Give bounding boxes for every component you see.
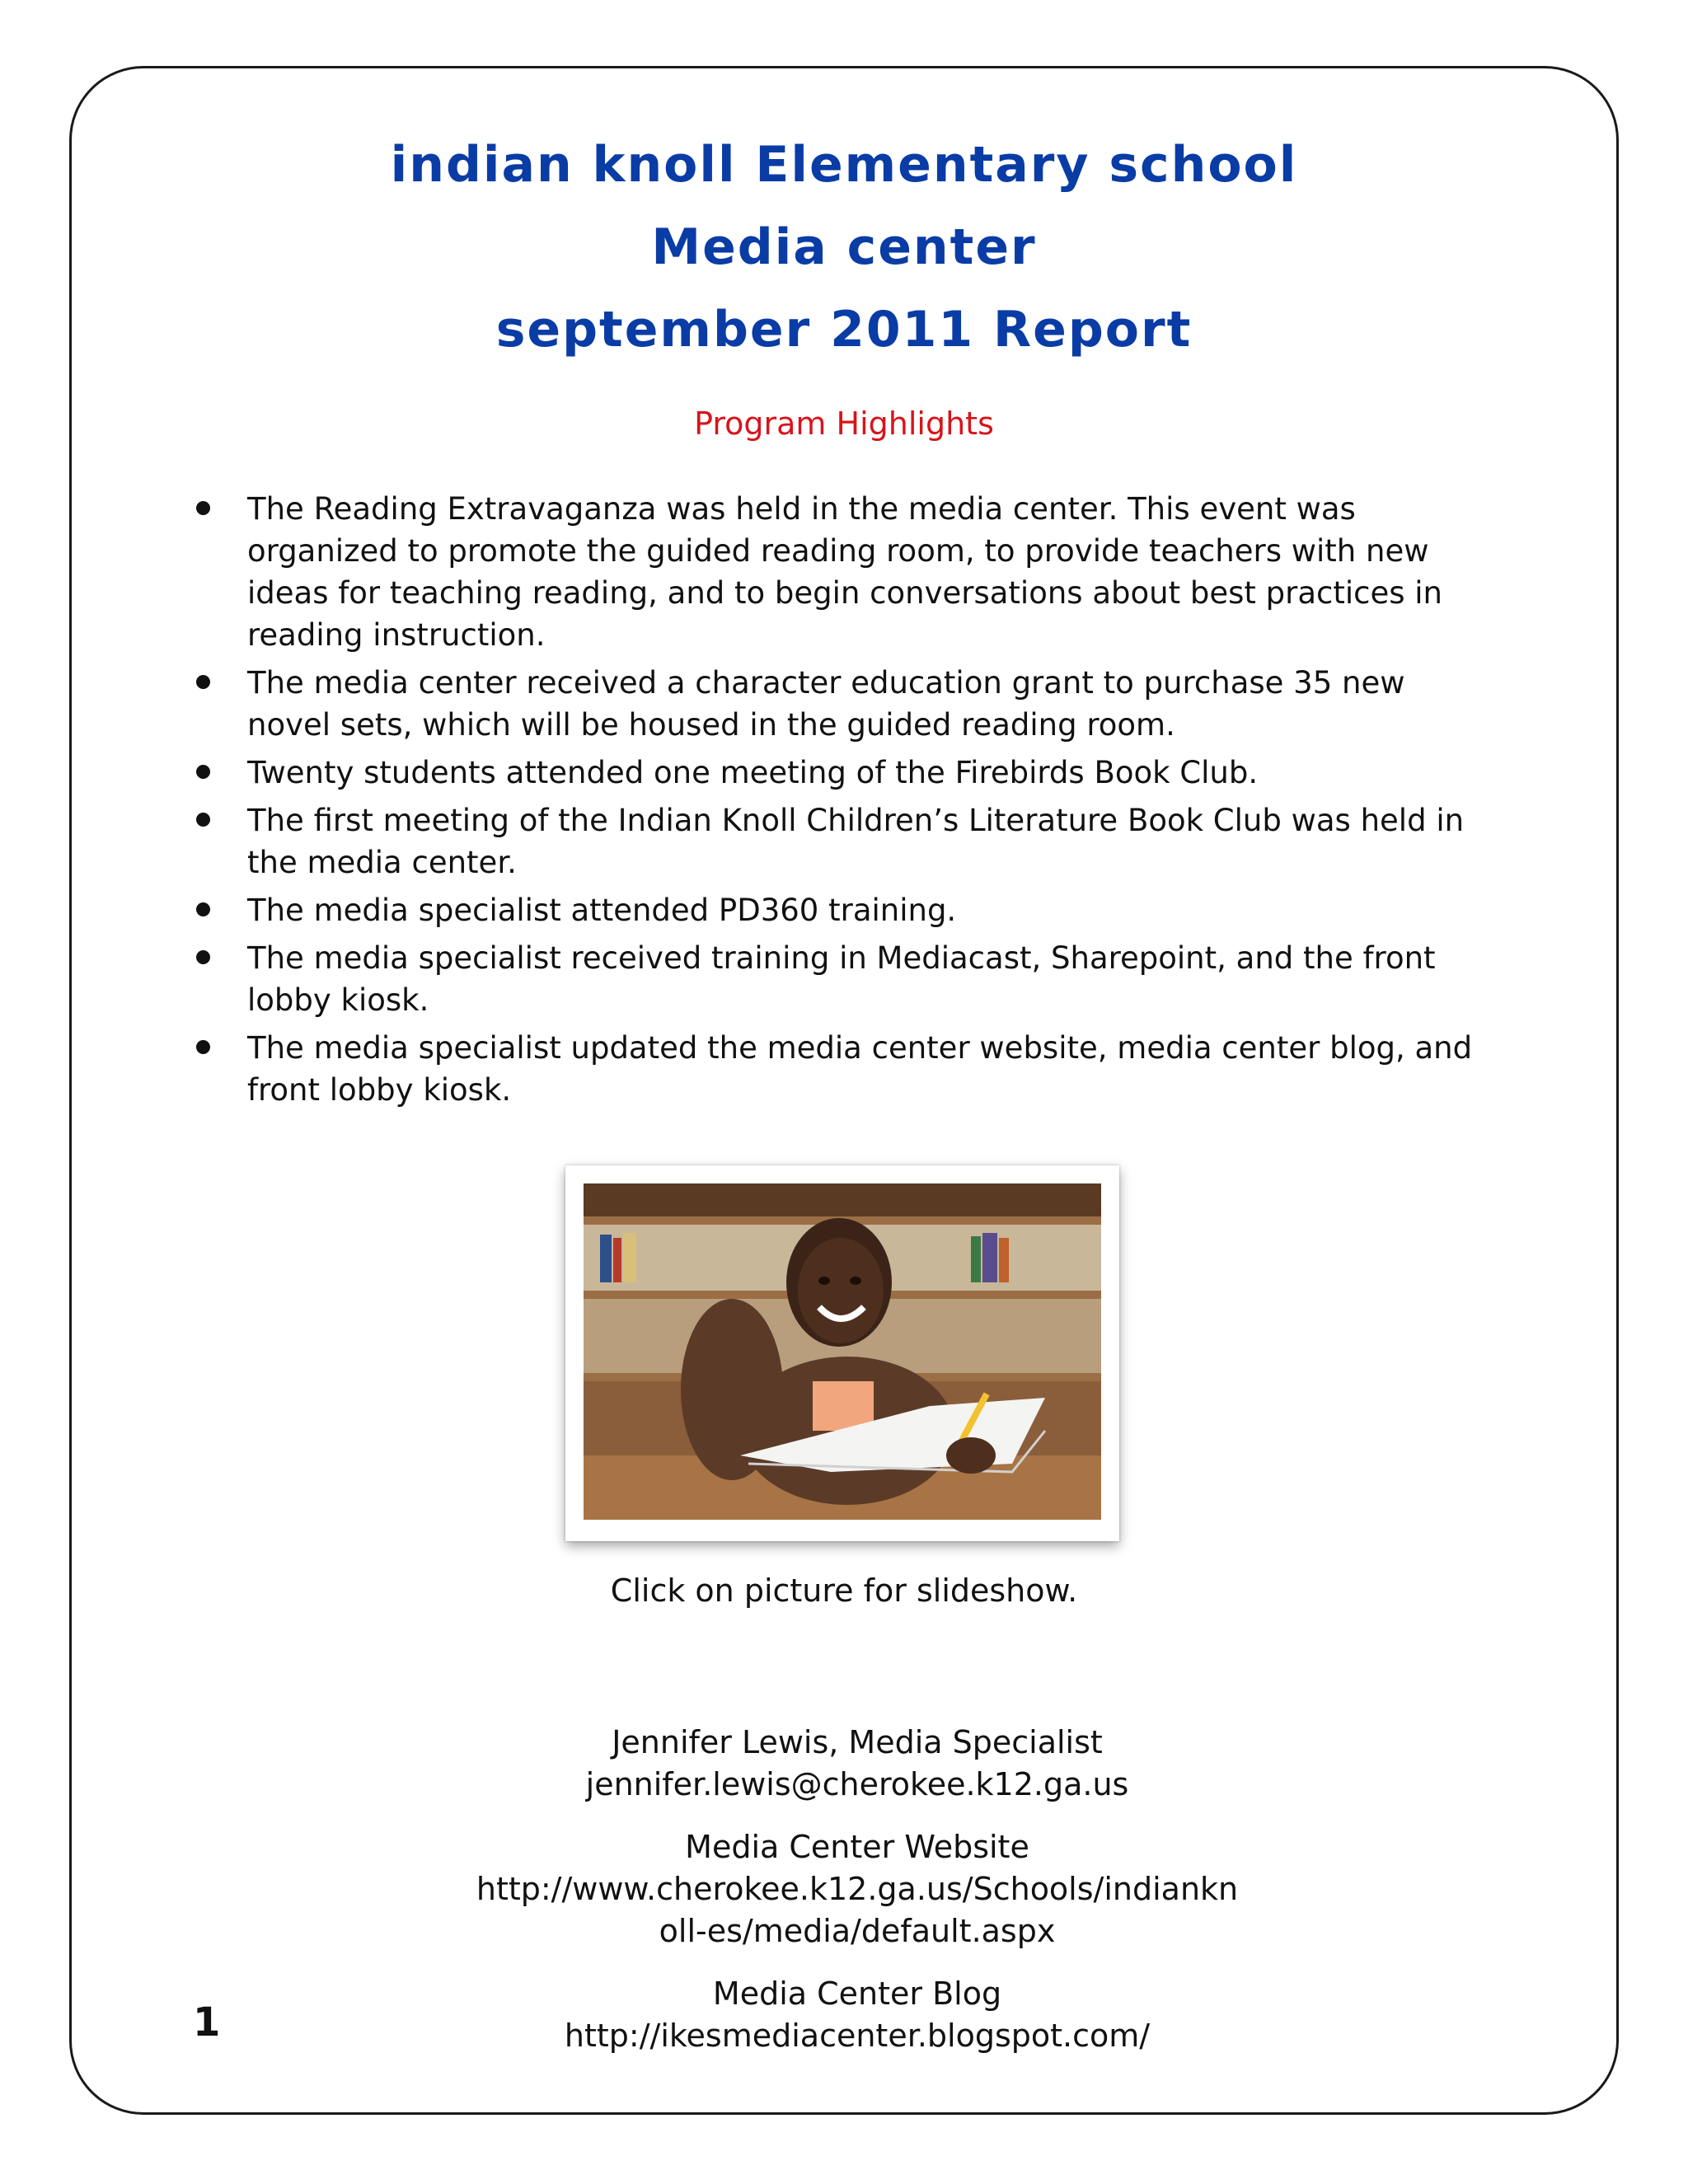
list-item-line: The media center received a character education grant to purchase 35 new [247,665,1405,701]
list-item-line: The media specialist received training in Mediacast, Sharepoint, and the front [247,940,1436,976]
list-item-line: The Reading Extravaganza was held in the media center. This event was [247,491,1356,527]
bullet-icon [196,675,210,689]
bullet-icon [196,501,210,515]
title-department: Media center [651,218,1037,276]
list-item-line: The media specialist attended PD360 training. [247,893,957,928]
blog-info [396,1973,1319,2057]
section-heading: Program Highlights [694,405,994,442]
list-item-line: the media center. [247,845,517,880]
list-item-line: lobby kiosk. [247,982,429,1018]
contact-info [396,1722,1319,1806]
list-item [247,799,1500,883]
contact-email-link[interactable]: jennifer.lewis@cherokee.k12.ga.us [585,1766,1129,1802]
list-item-line: Twenty students attended one meeting of the Firebirds Book Club. [247,755,1259,790]
highlights-list [247,488,1500,1117]
list-item-line: The media specialist updated the media center website, media center blog, and [247,1030,1473,1066]
list-item [247,1027,1500,1111]
slideshow-photo-link[interactable] [565,1165,1119,1541]
student-photo-illustration [584,1183,1101,1520]
website-label: Media Center Website [685,1829,1029,1865]
list-item-line: novel sets, which will be housed in the guided reading room. [247,707,1175,743]
list-item [247,662,1500,746]
bullet-icon [196,902,210,916]
blog-label: Media Center Blog [712,1975,1002,2012]
bullet-icon [196,1040,210,1054]
bullet-icon [196,950,210,964]
title-school-name: indian knoll Elementary school [390,136,1298,194]
photo-caption: Click on picture for slideshow. [610,1572,1078,1609]
list-item [247,889,1500,931]
website-url-link-continued[interactable]: oll-es/media/default.aspx [659,1913,1056,1949]
student-photo[interactable] [584,1183,1101,1520]
list-item [247,752,1500,794]
list-item-line: organized to promote the guided reading room, to provide teachers with new [247,533,1429,569]
bullet-icon [196,765,210,779]
list-item [247,488,1500,656]
title-report-date: september 2011 Report [495,301,1193,359]
contact-name: Jennifer Lewis, Media Specialist [612,1724,1103,1760]
list-item-line: reading instruction. [247,617,546,653]
list-item-line: The first meeting of the Indian Knoll Children’s Literature Book Club was held in [247,803,1465,838]
bullet-icon [196,813,210,827]
page-title [0,124,1688,371]
list-item-line: front lobby kiosk. [247,1072,512,1108]
list-item-line: ideas for teaching reading, and to begin conversations about best practices in [247,575,1443,611]
website-info [396,1826,1319,1952]
page-number: 1 [193,1999,221,2046]
website-url-link[interactable]: http://www.cherokee.k12.ga.us/Schools/indiankn [476,1871,1239,1907]
blog-url-link[interactable]: http://ikesmediacenter.blogspot.com/ [564,2018,1151,2054]
list-item [247,937,1500,1021]
